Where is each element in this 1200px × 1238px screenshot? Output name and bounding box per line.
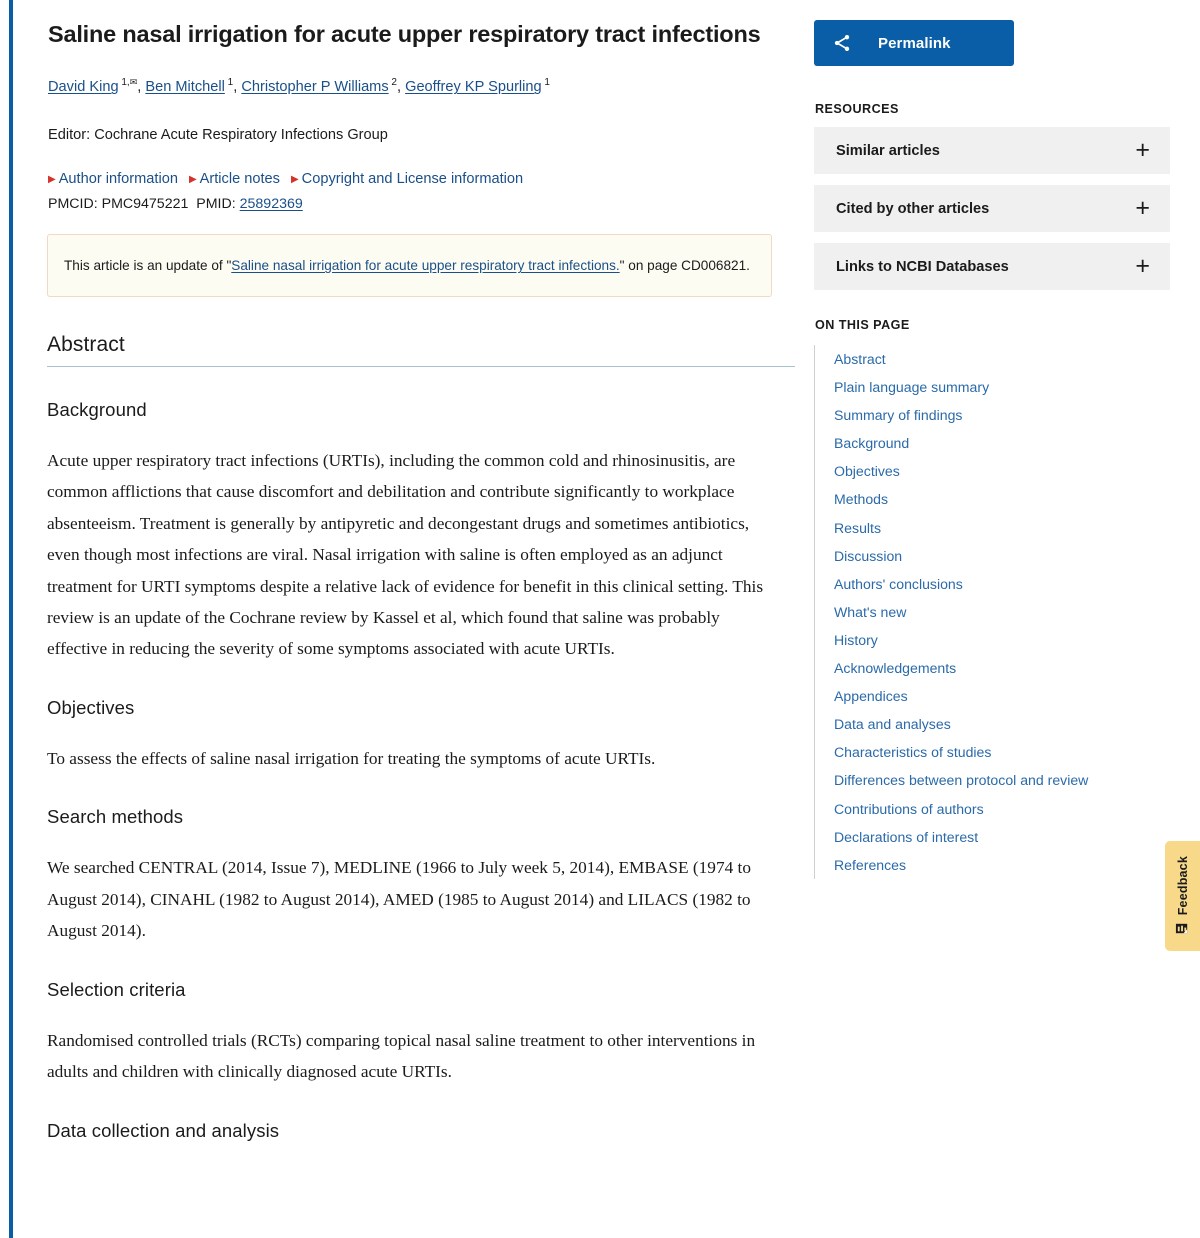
abstract-sections [46,399,780,1142]
abstract-section-heading: Objectives [47,696,135,718]
on-this-page-item [834,823,1170,851]
triangle-right-icon: ▶ [48,174,56,186]
editor-line: Editor: Cochrane Acute Respiratory Infections Group [48,127,388,144]
triangle-right-icon: ▶ [290,174,299,186]
on-this-page-link[interactable]: References [834,856,907,873]
update-notice-lead: This article is an update of " [64,258,232,274]
plus-icon[interactable]: + [1135,136,1150,164]
author-separator: , [233,79,242,96]
abstract-section-heading: Search methods [47,806,184,828]
on-this-page-nav [814,345,1170,879]
pmid-label: PMID: [196,196,236,213]
on-this-page-link[interactable]: Acknowledgements [834,660,957,677]
on-this-page-link[interactable]: Declarations of interest [834,828,979,845]
permalink-label: Permalink [878,34,951,52]
on-this-page-item [834,738,1170,766]
meta-link[interactable] [291,171,523,187]
meta-link-label: Article notes [199,171,280,188]
abstract-section-text: To assess the effects of saline nasal irrigation for treating the symptoms of acute URTIs. [47,748,656,768]
pmid-link[interactable]: 25892369 [239,196,303,213]
on-this-page-link[interactable]: Data and analyses [834,716,951,733]
author-separator: , [137,79,146,96]
permalink-button[interactable] [814,20,1014,66]
author-link[interactable]: David King [48,79,119,96]
on-this-page-heading: ON THIS PAGE [815,318,910,332]
meta-link[interactable] [48,171,178,187]
on-this-page-item [834,766,1170,794]
plus-icon[interactable]: + [1135,194,1150,222]
on-this-page-item [834,345,1170,373]
meta-link-label: Copyright and License information [301,171,524,188]
abstract-section-text: Acute upper respiratory tract infections (URTIs), including the common cold and rhinosinusitis, are common afflictions that cause discomfort and debilitation and contribute significantly to workplace absenteeism. Treatment is generally by antipyretic and decongestant drugs and sometimes antibiotics, even though most infections are viral. Nasal irrigation with saline is often employed as an adjunct treatment for URTI symptoms despite a relative lack of evidence for benefit in this clinical setting. This review is an update of the Cochrane review by Kassel et al, which found that saline was probably effective in reducing the severity of some symptoms associated with acute URTIs. [47,450,764,659]
on-this-page-link[interactable]: Results [834,519,881,536]
on-this-page-link[interactable]: Methods [834,491,889,508]
on-this-page-item [834,514,1170,542]
author-link[interactable]: Ben Mitchell [145,79,225,96]
feedback-label: Feedback [1175,855,1190,916]
on-this-page-item [834,373,1170,401]
resources-heading: RESOURCES [815,102,899,116]
resources-accordion-item[interactable] [814,127,1170,174]
on-this-page-link[interactable]: Appendices [834,688,908,705]
on-this-page-link[interactable]: Characteristics of studies [834,744,992,761]
article-meta-links [48,171,780,187]
on-this-page-item [834,457,1170,485]
resources-accordion-item[interactable] [814,185,1170,232]
on-this-page-link[interactable]: Abstract [834,351,886,367]
update-notice [47,234,772,297]
abstract-section-text: We searched CENTRAL (2014, Issue 7), MEDLINE (1966 to July week 5, 2014), EMBASE (1974 to August 2014), CINAHL (1982 to August 2014), AMED (1985 to August 2014) and LILACS (1982 to August 2014). [47,858,751,941]
article-main-column [46,20,798,1238]
on-this-page-item [834,654,1170,682]
on-this-page-item [834,401,1170,429]
on-this-page-item [834,710,1170,738]
on-this-page-link[interactable]: Contributions of authors [834,800,984,817]
on-this-page-item [834,429,1170,457]
feedback-tab[interactable] [1165,841,1200,951]
resources-accordion [814,127,1170,290]
on-this-page-item [834,542,1170,570]
on-this-page-item [834,682,1170,710]
abstract-section-heading: Background [47,398,147,420]
on-this-page-link[interactable]: Authors' conclusions [834,575,963,592]
update-notice-tail: " on page CD006821. [619,258,750,274]
on-this-page-link[interactable]: What's new [834,603,907,620]
author-affiliation-marker: 1 [224,77,234,89]
share-icon [832,33,852,53]
pmcid-value: PMC9475221 [101,196,189,213]
resources-accordion-label: Cited by other articles [836,200,990,217]
on-this-page-item [834,795,1170,823]
resources-accordion-item[interactable] [814,243,1170,290]
on-this-page-link[interactable]: Plain language summary [834,379,990,396]
update-notice-link[interactable]: Saline nasal irrigation for acute upper respiratory tract infections. [231,258,620,274]
author-affiliation-marker: 1 [541,77,550,89]
author-affiliation-marker: 2 [388,77,397,89]
author-link[interactable]: Geoffrey KP Spurling [405,79,542,96]
left-page-rail [9,0,13,1238]
on-this-page-item [834,626,1170,654]
on-this-page-link[interactable]: History [834,631,878,648]
author-separator: , [396,79,406,96]
article-identifiers [48,196,780,212]
on-this-page-link[interactable]: Differences between protocol and review [834,772,1089,789]
meta-link-label: Author information [58,171,178,188]
triangle-right-icon: ▶ [188,174,197,186]
abstract-section-text: Randomised controlled trials (RCTs) comparing topical nasal saline treatment to other interventions in adults and children with clinically diagnosed acute URTIs. [47,1030,756,1082]
on-this-page-item [834,570,1170,598]
meta-link[interactable] [189,171,280,187]
pmcid-label: PMCID: [48,196,98,213]
abstract-section-heading: Selection criteria [47,978,186,1000]
bar-chart-icon [1175,921,1190,936]
on-this-page-link[interactable]: Objectives [834,463,900,480]
page-title: Saline nasal irrigation for acute upper respiratory tract infections [48,21,761,47]
author-affiliation-marker: 1,✉ [118,77,138,89]
abstract-section-heading: Data collection and analysis [47,1119,280,1141]
on-this-page-link[interactable]: Background [834,435,910,452]
resources-accordion-label: Links to NCBI Databases [836,258,1009,275]
on-this-page-link[interactable]: Summary of findings [834,407,963,424]
on-this-page-item [834,851,1170,879]
envelope-icon: ✉ [129,77,138,88]
on-this-page-link[interactable]: Discussion [834,547,903,564]
on-this-page-item [834,485,1170,513]
plus-icon[interactable]: + [1135,252,1150,280]
author-list [48,75,780,99]
article-sidebar [798,20,1170,1238]
on-this-page-item [834,598,1170,626]
abstract-heading: Abstract [47,333,795,367]
author-link[interactable]: Christopher P Williams [241,79,389,96]
resources-accordion-label: Similar articles [836,142,940,159]
